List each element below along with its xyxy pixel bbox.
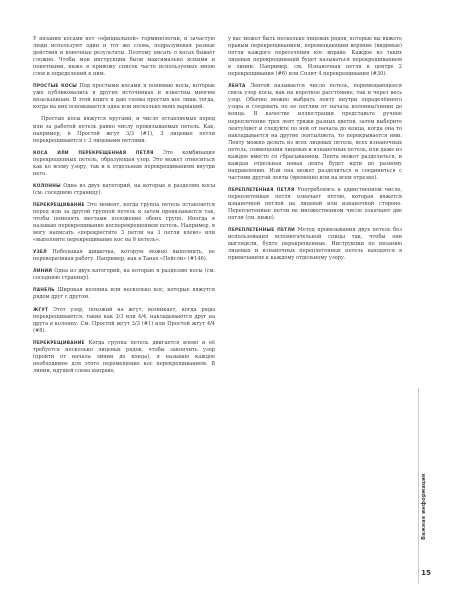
term-heading: КОСА ИЛИ ПЕРЕКРЕЩЕННАЯ ПЕТЛЯ — [33, 150, 154, 156]
paragraph — [33, 340, 215, 375]
paragraph — [33, 150, 215, 178]
paragraph — [33, 249, 215, 263]
term-heading: ПЕРЕПЛЕТЕННЫЕ ПЕТЛИ — [228, 228, 295, 234]
section-label: Важная информация — [421, 473, 427, 540]
paragraph-text: Метод провязывания двух петель без использования вспомогательной спицы так, чтобы они выглядели, будто перекрещенные. Инструкции по вязанию лицевых и изнаночных переплетенных петель находятся в примечаниях к каждому отдельному узору. — [228, 227, 402, 262]
paragraph-text: Когда группа петель двигается влево и её требуется несколько лицевых рядов, чтобы закончить узор (пройти от начала линии до конца), я называю каждое необходимое для этого перемещение кос перекрещиванием. В линии, идущей слева направо, — [33, 339, 215, 374]
term-heading: КОЛОННЫ — [33, 183, 61, 189]
paragraph — [228, 187, 402, 222]
paragraph — [33, 287, 215, 301]
paragraph — [33, 116, 215, 144]
paragraph — [33, 202, 215, 244]
paragraph-text: Одна из двух категорий, на которые я разделяю косы (см. соседнюю страницу). — [33, 182, 215, 196]
term-heading: ЛИНИИ — [33, 269, 53, 275]
paragraph — [228, 227, 402, 262]
right-column — [228, 36, 402, 267]
paragraph — [33, 83, 215, 111]
paragraph — [33, 307, 215, 335]
paragraph — [33, 36, 215, 78]
paragraph — [33, 268, 215, 282]
term-heading: ЛЕНТА — [228, 84, 246, 90]
paragraph-text: Широкая колонна или несколько кос, которые вяжутся рядом друг с другом. — [33, 287, 215, 301]
term-heading: УЗЕЛ — [33, 250, 47, 256]
term-heading: ПАНЕЛЬ — [33, 288, 55, 294]
paragraph-text: Это комбинация перекрещенных петель, образующая узор. Это может относиться как ко всему узору, так и к отдельным перекрещиваниям внутри него. — [33, 149, 215, 177]
paragraph-text: Это момент, когда группа петель оставляется перед или за другой группой петель и затем провязывается так, чтобы поменять местами положение обеих групп. Иногда я называю перекрещивание косперекрещением петель. Например, я могу написать «перекрестите 3 петли на 3 петли влево» или «выполните перекрещивание кос на 6 петель». — [33, 201, 215, 244]
paragraph-text: Употребляясь в единственном числе, переплетенная петля означает петлю, которая вяжется изнаночной петлей на лицевой или изнаночной стороне. Переплетенные петли во множественном числе означают две петли (см. ниже). — [228, 186, 402, 222]
term-heading: ПРОСТЫЕ КОСЫ — [33, 84, 77, 90]
term-heading: ПЕРЕПЛЕТЕННАЯ ПЕТЛЯ — [228, 187, 295, 193]
page-number: 15 — [421, 569, 431, 577]
paragraph-text: Одна из двух категорий, на которые я разделяю косы (см. соседнюю страницу). — [33, 268, 215, 282]
term-heading: ЖГУТ — [33, 307, 49, 313]
paragraph-text: У вязания косами нет «официальной» терминологии, и зачастую люди используют один и тот же слова, подразумевая разные действия и конечные результаты. Поэтому писать о косах бывает сложно. Чтобы мои инструкции были максимально ясными и понятными, ниже я привожу список часто используемых мною слов и определений к ним. — [33, 36, 215, 78]
paragraph-text: Лентой называется число петель, перемещающееся связь узор косы, как на короткое расстояние, так и через весь узор. Обычно можно выбрать ленту внутри определённого узора и следовать по ее петлям от начала колонны/линии до конца. В качестве иллюстрации представьте ручное переплетение трех лент тряжи разных цветов, затем выберите ленту/цвет и следуйте по ней от начала до конца, когда она то накладывается на другие ленты/цвета, то перекрывается ими. Ленту можно делать из всех лицевых петель, всех изнаночных петель, совмещения лицевых и изнаночных петель, или даже из каждое вместе со сбрасыванием. Лента может разделиться, и каждая отдельная новая лента будет идти по разному направлению. Или она может разделиться и соединиться с частями другой ленты (временно или на всем отрезке). — [228, 83, 402, 181]
paragraph-text: Небольшая шишечка, которую можно выполнить, не переворачивая работу. Например, как в Танах «Пейсли» (#146). — [33, 249, 215, 263]
left-column — [33, 36, 215, 380]
paragraph — [228, 36, 402, 78]
paragraph — [228, 83, 402, 182]
paragraph-text: Под простыми косами я понимаю косы, которые уже публиковались в других источниках и известны многим вязальщицам. В этой книге я даю схемы простых кос лишь тогда, когда на них основывается одна или несколько моих вариаций. — [33, 83, 215, 111]
paragraph — [33, 183, 215, 197]
term-heading: ПЕРЕКРЕЩИВАНИЕ — [33, 202, 85, 208]
paragraph-text: у вас может быть несколько лицевых рядов, которые вы вяжете правым перекрещиванием, перемещающим верхние (видимые) петли каждого пересечения кос вправо. Каждое из таких лицевых перекрещиваний будет называться перекрещиванием в линии. Например, см. Изнаночная петля в центре 2 перекрещивания (#6) или Сплит 4 перекрещивания (#30). — [228, 36, 402, 78]
paragraph-text: Простые косы вяжутся кругами, и число оставляемых перед или за работой петель равно числу провязываемых петель. Как, например, в Простой жгут 3/3 (#1), 3 лицевые петли перекрещиваются с 3 лицевыми петлями. — [33, 116, 215, 144]
term-heading: ПЕРЕКРЕЩИВАНИЕ — [33, 340, 85, 346]
paragraph-text: Этот узор, похожий на жгут, возникает, когда ряды перекрещиваются, такие как 3/3 или 4/4, накладываются друг на друга в колонну. См. Простой жгут 3/3 (#1) или Простой жгут 4/4 (#8). — [33, 306, 215, 334]
